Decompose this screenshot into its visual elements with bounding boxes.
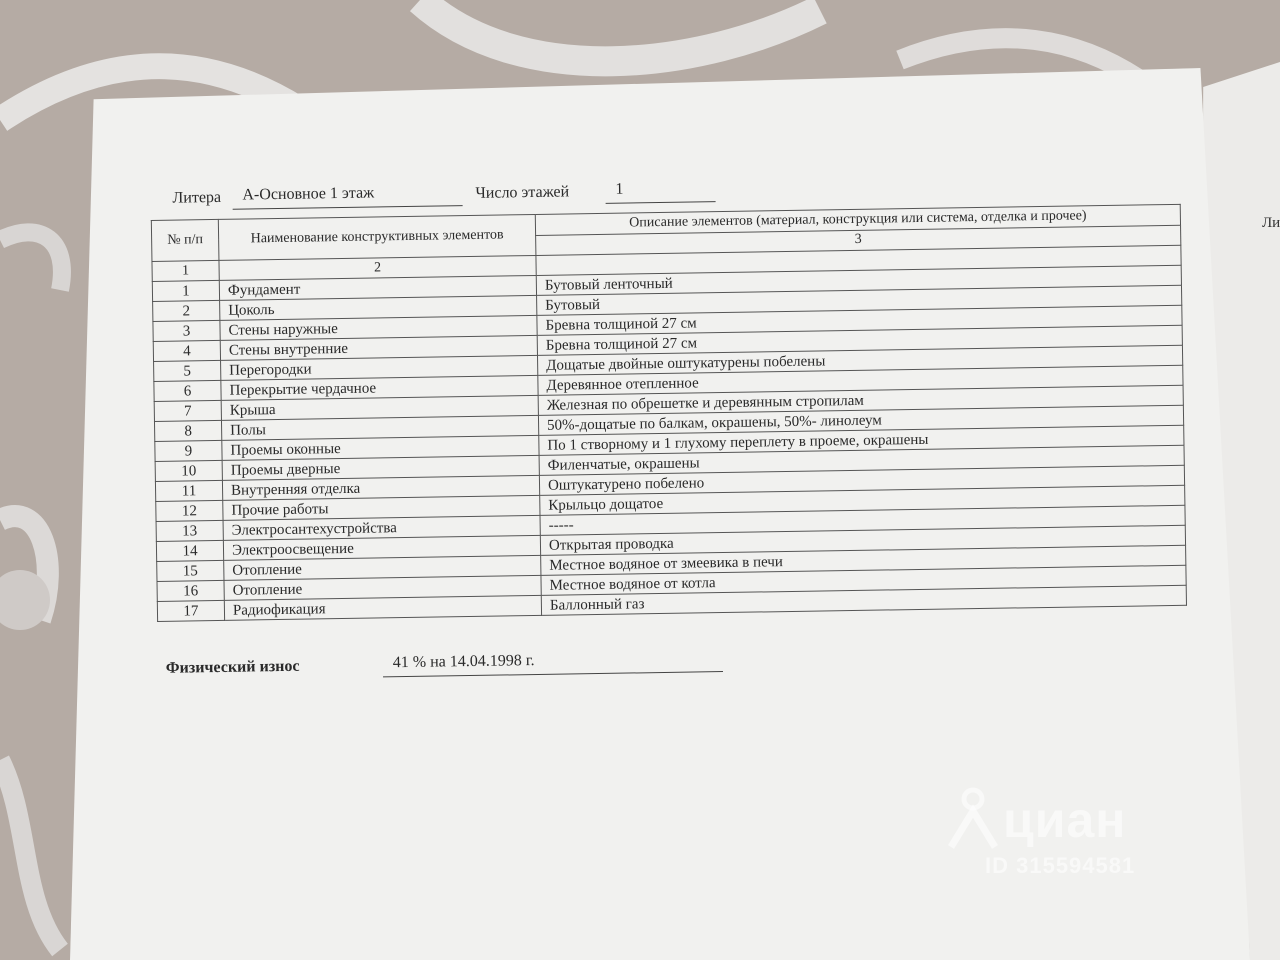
element-description: Бутовый xyxy=(537,285,1182,315)
floors-label: Число этажей xyxy=(475,183,570,202)
element-description: Местное водяное от котла xyxy=(541,565,1186,595)
element-name: Фундамент xyxy=(219,275,536,300)
watermark xyxy=(945,785,1175,885)
column-number-1: 1 xyxy=(152,260,219,281)
row-number: 7 xyxy=(154,400,221,421)
element-name: Внутренняя отделка xyxy=(222,475,539,500)
element-name: Радиофикация xyxy=(224,595,541,620)
element-name: Перекрытие чердачное xyxy=(221,375,538,400)
element-name: Стены внутренние xyxy=(220,335,537,360)
element-description: Железная по обрешетке и деревянным стропилам xyxy=(538,385,1183,415)
row-number: 5 xyxy=(154,360,221,381)
element-description: Открытая проводка xyxy=(540,525,1185,555)
element-name: Стены наружные xyxy=(220,315,537,340)
watermark-brand: циан xyxy=(1003,792,1127,848)
row-number: 2 xyxy=(153,300,220,321)
element-name: Прочие работы xyxy=(223,495,540,520)
location-pin-icon xyxy=(945,785,1001,855)
element-description: Бревна толщиной 27 см xyxy=(537,325,1182,355)
row-number: 16 xyxy=(157,580,224,601)
floors-value: 1 xyxy=(605,179,715,204)
element-description: Оштукатурено побелено xyxy=(539,465,1184,495)
element-name: Электросантехустройства xyxy=(223,515,540,540)
element-name: Перегородки xyxy=(221,355,538,380)
adjacent-page-text: Ли xyxy=(1262,215,1280,231)
element-name: Отопление xyxy=(224,555,541,580)
element-name: Цоколь xyxy=(220,295,537,320)
element-description: Местное водяное от змеевика в печи xyxy=(541,545,1186,575)
watermark-id: ID 315594581 xyxy=(985,853,1136,878)
structural-elements-table xyxy=(151,204,1187,622)
element-description: ----- xyxy=(540,505,1185,535)
wear-value: 41 % на 14.04.1998 г. xyxy=(383,649,723,677)
litera-value: А-Основное 1 этаж xyxy=(232,183,462,210)
row-number: 3 xyxy=(153,320,220,341)
element-description: Филенчатые, окрашены xyxy=(539,445,1184,475)
element-description: Деревянное отепленное xyxy=(538,365,1183,395)
wear-label: Физический износ xyxy=(165,657,300,677)
table-body xyxy=(152,265,1186,621)
row-number: 13 xyxy=(156,520,223,541)
row-number: 1 xyxy=(152,280,219,301)
element-description: Бутовый ленточный xyxy=(536,265,1181,295)
column-header-name: Наименование конструктивных элементов xyxy=(218,214,536,260)
row-number: 8 xyxy=(154,420,221,441)
element-name: Электроосвещение xyxy=(223,535,540,560)
row-number: 15 xyxy=(157,560,224,581)
column-header-description: Описание элементов (материал, конструкция или система, отделка и прочее) xyxy=(535,204,1180,235)
row-number: 4 xyxy=(153,340,220,361)
element-name: Проемы дверные xyxy=(222,455,539,480)
element-name: Полы xyxy=(221,415,538,440)
row-number: 11 xyxy=(155,480,222,501)
element-description: Крыльцо дощатое xyxy=(540,485,1185,515)
element-description: 50%-дощатые по балкам, окрашены, 50%- линолеум xyxy=(538,405,1183,435)
element-description: Баллонный газ xyxy=(541,585,1186,615)
element-description: Бревна толщиной 27 см xyxy=(537,305,1182,335)
element-name: Отопление xyxy=(224,575,541,600)
row-number: 14 xyxy=(156,540,223,561)
document-content xyxy=(150,152,1208,686)
element-description: По 1 створному и 1 глухому переплету в проеме, окрашены xyxy=(539,425,1184,455)
row-number: 6 xyxy=(154,380,221,401)
element-name: Крыша xyxy=(221,395,538,420)
column-header-num: № п/п xyxy=(151,219,219,261)
litera-label: Литера xyxy=(172,188,222,207)
element-description: Дощатые двойные оштукатурены побелены xyxy=(537,345,1182,375)
column-number-3: 3 xyxy=(536,225,1181,256)
row-number: 12 xyxy=(156,500,223,521)
element-name: Проемы оконные xyxy=(222,435,539,460)
row-number: 9 xyxy=(155,440,222,461)
column-number-2: 2 xyxy=(219,255,536,280)
row-number: 10 xyxy=(155,460,222,481)
row-number: 17 xyxy=(157,600,224,621)
